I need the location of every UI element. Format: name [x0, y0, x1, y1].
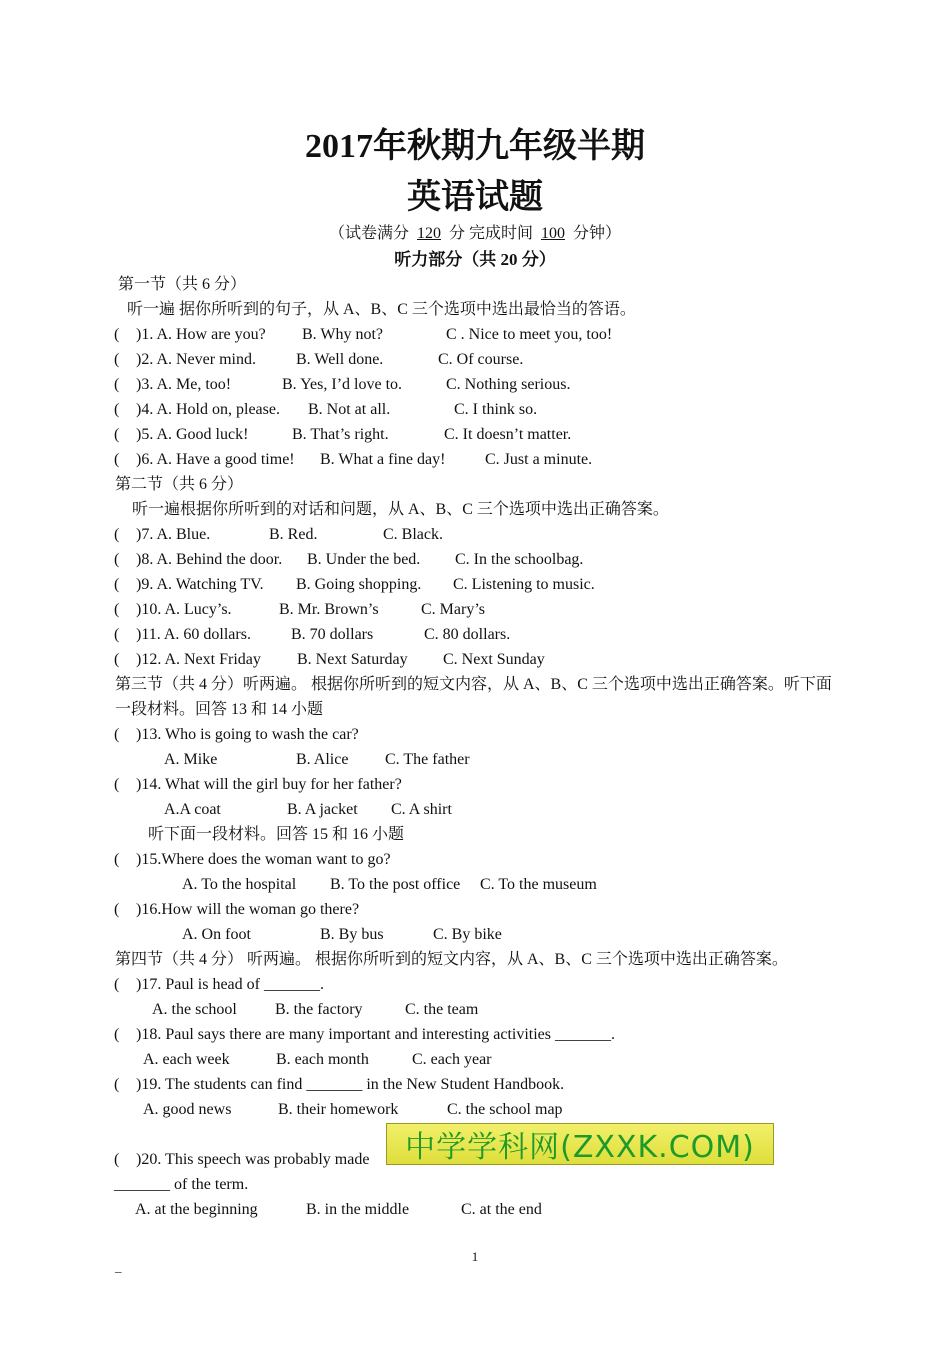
line-text: B. 70 dollars — [291, 626, 374, 643]
line-text: C. It doesn’t matter. — [444, 426, 572, 443]
line-text: C. Of course. — [438, 351, 524, 368]
answer-bracket: ( — [114, 651, 120, 668]
line-text: )1. A. How are you? — [136, 326, 266, 343]
line-text: B. their homework — [278, 1101, 399, 1118]
watermark-logo — [386, 1123, 774, 1165]
line-text: A. the school — [152, 1001, 237, 1018]
line-text: C. A shirt — [391, 801, 452, 818]
answer-bracket: ( — [114, 576, 120, 593]
line-text: B. Next Saturday — [297, 651, 408, 668]
line-text: 第四节（共 4 分） 听两遍。 根据你所听到的短文内容，从 A、B、C 三个选项中选出正确答案。 — [115, 951, 788, 968]
line-text: A. good news — [143, 1101, 232, 1118]
line-text: 听一遍 据你所听到的句子，从 A、B、C 三个选项中选出最恰当的答语。 — [127, 301, 636, 318]
line-text: )11. A. 60 dollars. — [136, 626, 251, 643]
answer-bracket: ( — [114, 1076, 120, 1093]
answer-bracket: ( — [114, 776, 120, 793]
answer-bracket: ( — [114, 326, 120, 343]
line-text: B. What a fine day! — [320, 451, 446, 468]
page-number: 1 — [471, 1249, 479, 1264]
line-text: A. On foot — [182, 926, 251, 943]
footer-dash: _ — [115, 1259, 122, 1274]
line-text: )7. A. Blue. — [136, 526, 211, 543]
exam-subtitle: 英语试题 — [407, 179, 543, 216]
info-suffix: 分钟） — [573, 225, 622, 242]
line-text: 听下面一段材料。回答 15 和 16 小题 — [148, 826, 405, 843]
line-text: )16.How will the woman go there? — [136, 901, 360, 918]
exam-title: 2017年秋期九年级半期 — [305, 128, 645, 165]
answer-bracket: ( — [114, 626, 120, 643]
answer-bracket: ( — [114, 451, 120, 468]
line-text: B. A jacket — [287, 801, 358, 818]
line-text: A. at the beginning — [135, 1201, 258, 1218]
line-text: C. By bike — [433, 926, 502, 943]
line-text: B. Well done. — [296, 351, 384, 368]
watermark-text: 中学学科网(ZXXK.COM) — [405, 1130, 755, 1165]
answer-bracket: ( — [114, 976, 120, 993]
line-text: C. The father — [385, 751, 470, 768]
answer-bracket: ( — [114, 426, 120, 443]
line-text: C. In the schoolbag. — [455, 551, 584, 568]
line-text: )5. A. Good luck! — [136, 426, 249, 443]
exam-time: 100 — [541, 225, 565, 242]
line-text: C. the team — [405, 1001, 479, 1018]
line-text: B. Alice — [296, 751, 349, 768]
line-text: B. Going shopping. — [296, 576, 422, 593]
line-text: C. Black. — [383, 526, 443, 543]
line-text: C. at the end — [461, 1201, 542, 1218]
line-text: )14. What will the girl buy for her father? — [136, 776, 402, 793]
answer-bracket: ( — [114, 351, 120, 368]
exam-info — [0, 223, 950, 245]
line-text: B. Under the bed. — [307, 551, 421, 568]
line-text: B. Mr. Brown’s — [279, 601, 379, 618]
line-text: C. Next Sunday — [443, 651, 545, 668]
line-text: C. Nothing serious. — [446, 376, 571, 393]
line-text: )17. Paul is head of _______. — [136, 976, 324, 993]
line-text: C. I think so. — [454, 401, 538, 418]
answer-bracket: ( — [114, 901, 120, 918]
line-text: B. By bus — [320, 926, 384, 943]
line-text: C. Mary’s — [421, 601, 485, 618]
line-text: B. Why not? — [302, 326, 384, 343]
line-text: 听一遍根据你所听到的对话和问题，从 A、B、C 三个选项中选出正确答案。 — [132, 501, 669, 518]
line-text: C. the school map — [447, 1101, 563, 1118]
line-text: )19. The students can find _______ in the New Student Handbook. — [136, 1076, 565, 1093]
line-text: )15.Where does the woman want to go? — [136, 851, 391, 868]
answer-bracket: ( — [114, 1026, 120, 1043]
line-text: )12. A. Next Friday — [136, 651, 261, 668]
line-text: B. That’s right. — [292, 426, 389, 443]
line-text: )10. A. Lucy’s. — [136, 601, 232, 618]
line-text: B. in the middle — [306, 1201, 410, 1218]
line-text: B. each month — [276, 1051, 369, 1068]
line-text: A. each week — [143, 1051, 230, 1068]
line-text: )2. A. Never mind. — [136, 351, 256, 368]
line-text: B. Red. — [269, 526, 318, 543]
info-mid: 分 完成时间 — [448, 225, 533, 242]
answer-bracket: ( — [114, 401, 120, 418]
line-text: 第三节（共 4 分）听两遍。 根据你所听到的短文内容，从 A、B、C 三个选项中选出正确答案。听下面 — [115, 676, 832, 693]
line-text: C. To the museum — [480, 876, 597, 893]
line-text: 一段材料。回答 13 和 14 小题 — [115, 701, 324, 718]
line-text: )18. Paul says there are many important and interesting activities _______. — [136, 1026, 615, 1043]
answer-bracket: ( — [114, 526, 120, 543]
line-text: A.A coat — [164, 801, 221, 818]
info-prefix: （试卷满分 — [328, 225, 409, 242]
line-text: B. the factory — [275, 1001, 363, 1018]
line-text: C . Nice to meet you, too! — [446, 326, 613, 343]
answer-bracket: ( — [114, 551, 120, 568]
line-text: )8. A. Behind the door. — [136, 551, 283, 568]
line-text: )9. A. Watching TV. — [136, 576, 264, 593]
answer-bracket: ( — [114, 1151, 120, 1168]
line-text: 第二节（共 6 分） — [115, 476, 244, 493]
line-text: B. To the post office — [330, 876, 461, 893]
answer-bracket: ( — [114, 851, 120, 868]
line-text: C. Listening to music. — [453, 576, 595, 593]
line-text: )6. A. Have a good time! — [136, 451, 295, 468]
answer-bracket: ( — [114, 376, 120, 393]
listening-heading: 听力部分（共 20 分） — [394, 250, 556, 269]
line-text: C. 80 dollars. — [424, 626, 511, 643]
full-score: 120 — [416, 225, 441, 242]
line-text: )20. This speech was probably made — [136, 1151, 370, 1168]
line-text: A. Mike — [164, 751, 218, 768]
line-text: )13. Who is going to wash the car? — [136, 726, 359, 743]
line-text: B. Not at all. — [308, 401, 391, 418]
answer-bracket: ( — [114, 601, 120, 618]
line-text: C. each year — [412, 1051, 492, 1068]
line-text: 第一节（共 6 分） — [118, 276, 247, 293]
line-text: )3. A. Me, too! — [136, 376, 232, 393]
answer-bracket: ( — [114, 726, 120, 743]
line-text: A. To the hospital — [182, 876, 297, 893]
line-text: B. Yes, I’d love to. — [282, 376, 403, 393]
line-text: C. Just a minute. — [485, 451, 593, 468]
line-text: _______ of the term. — [114, 1176, 249, 1193]
line-text: )4. A. Hold on, please. — [136, 401, 280, 418]
